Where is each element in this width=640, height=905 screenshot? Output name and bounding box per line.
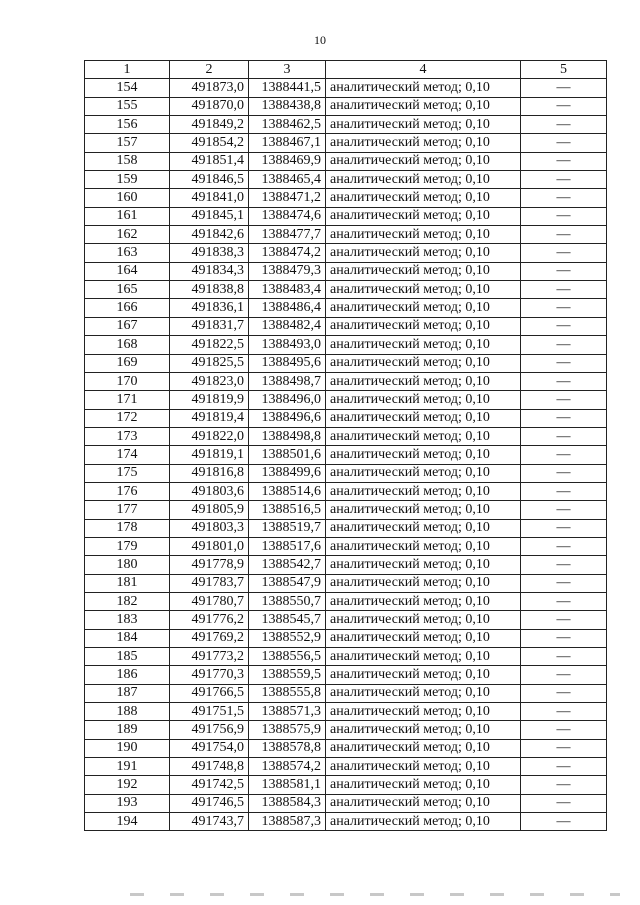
x-coordinate-cell: 491819,4 — [170, 409, 249, 427]
table-row — [85, 776, 607, 794]
x-coordinate-cell: 491754,0 — [170, 739, 249, 757]
y-coordinate-cell: 1388483,4 — [249, 281, 326, 299]
point-number-cell: 176 — [85, 482, 170, 500]
method-cell: аналитический метод; 0,10 — [326, 354, 521, 372]
point-number-cell: 181 — [85, 574, 170, 592]
point-number-cell: 168 — [85, 336, 170, 354]
point-number-cell: 165 — [85, 281, 170, 299]
note-cell: — — [521, 354, 607, 372]
method-cell: аналитический метод; 0,10 — [326, 281, 521, 299]
method-cell: аналитический метод; 0,10 — [326, 758, 521, 776]
y-coordinate-cell: 1388516,5 — [249, 501, 326, 519]
note-cell: — — [521, 758, 607, 776]
note-cell: — — [521, 666, 607, 684]
method-cell: аналитический метод; 0,10 — [326, 482, 521, 500]
note-cell: — — [521, 611, 607, 629]
point-number-cell: 156 — [85, 116, 170, 134]
y-coordinate-cell: 1388555,8 — [249, 684, 326, 702]
method-cell: аналитический метод; 0,10 — [326, 592, 521, 610]
method-cell: аналитический метод; 0,10 — [326, 446, 521, 464]
table-row — [85, 464, 607, 482]
method-cell: аналитический метод; 0,10 — [326, 97, 521, 115]
x-coordinate-cell: 491770,3 — [170, 666, 249, 684]
point-number-cell: 189 — [85, 721, 170, 739]
y-coordinate-cell: 1388441,5 — [249, 79, 326, 97]
y-coordinate-cell: 1388514,6 — [249, 482, 326, 500]
note-cell: — — [521, 372, 607, 390]
coordinates-table — [84, 60, 607, 831]
table-row — [85, 207, 607, 225]
method-cell: аналитический метод; 0,10 — [326, 262, 521, 280]
header-cell-point-number: 1 — [85, 61, 170, 79]
note-cell: — — [521, 299, 607, 317]
point-number-cell: 179 — [85, 537, 170, 555]
y-coordinate-cell: 1388467,1 — [249, 134, 326, 152]
method-cell: аналитический метод; 0,10 — [326, 611, 521, 629]
method-cell: аналитический метод; 0,10 — [326, 226, 521, 244]
table-row — [85, 97, 607, 115]
note-cell: — — [521, 703, 607, 721]
table-row — [85, 501, 607, 519]
y-coordinate-cell: 1388495,6 — [249, 354, 326, 372]
x-coordinate-cell: 491819,9 — [170, 391, 249, 409]
x-coordinate-cell: 491773,2 — [170, 648, 249, 666]
y-coordinate-cell: 1388581,1 — [249, 776, 326, 794]
note-cell: — — [521, 464, 607, 482]
x-coordinate-cell: 491836,1 — [170, 299, 249, 317]
table-row — [85, 556, 607, 574]
note-cell: — — [521, 281, 607, 299]
method-cell: аналитический метод; 0,10 — [326, 299, 521, 317]
method-cell: аналитический метод; 0,10 — [326, 171, 521, 189]
point-number-cell: 170 — [85, 372, 170, 390]
header-cell-method: 4 — [326, 61, 521, 79]
table-row — [85, 299, 607, 317]
note-cell: — — [521, 446, 607, 464]
point-number-cell: 177 — [85, 501, 170, 519]
table-row — [85, 244, 607, 262]
method-cell: аналитический метод; 0,10 — [326, 409, 521, 427]
point-number-cell: 173 — [85, 427, 170, 445]
point-number-cell: 171 — [85, 391, 170, 409]
table-row — [85, 739, 607, 757]
table-row — [85, 537, 607, 555]
point-number-cell: 166 — [85, 299, 170, 317]
table-row — [85, 427, 607, 445]
table-row — [85, 684, 607, 702]
table-row — [85, 171, 607, 189]
point-number-cell: 161 — [85, 207, 170, 225]
note-cell: — — [521, 336, 607, 354]
x-coordinate-cell: 491803,6 — [170, 482, 249, 500]
note-cell: — — [521, 574, 607, 592]
method-cell: аналитический метод; 0,10 — [326, 629, 521, 647]
method-cell: аналитический метод; 0,10 — [326, 721, 521, 739]
x-coordinate-cell: 491801,0 — [170, 537, 249, 555]
x-coordinate-cell: 491766,5 — [170, 684, 249, 702]
note-cell: — — [521, 684, 607, 702]
note-cell: — — [521, 482, 607, 500]
x-coordinate-cell: 491746,5 — [170, 794, 249, 812]
note-cell: — — [521, 648, 607, 666]
method-cell: аналитический метод; 0,10 — [326, 537, 521, 555]
point-number-cell: 155 — [85, 97, 170, 115]
method-cell: аналитический метод; 0,10 — [326, 79, 521, 97]
y-coordinate-cell: 1388517,6 — [249, 537, 326, 555]
y-coordinate-cell: 1388584,3 — [249, 794, 326, 812]
table-row — [85, 794, 607, 812]
table-row — [85, 391, 607, 409]
x-coordinate-cell: 491803,3 — [170, 519, 249, 537]
point-number-cell: 159 — [85, 171, 170, 189]
x-coordinate-cell: 491776,2 — [170, 611, 249, 629]
x-coordinate-cell: 491780,7 — [170, 592, 249, 610]
point-number-cell: 186 — [85, 666, 170, 684]
x-coordinate-cell: 491846,5 — [170, 171, 249, 189]
point-number-cell: 191 — [85, 758, 170, 776]
note-cell: — — [521, 134, 607, 152]
point-number-cell: 154 — [85, 79, 170, 97]
method-cell: аналитический метод; 0,10 — [326, 519, 521, 537]
note-cell: — — [521, 97, 607, 115]
method-cell: аналитический метод; 0,10 — [326, 134, 521, 152]
method-cell: аналитический метод; 0,10 — [326, 391, 521, 409]
page-number: 10 — [314, 33, 326, 47]
y-coordinate-cell: 1388578,8 — [249, 739, 326, 757]
point-number-cell: 157 — [85, 134, 170, 152]
method-cell: аналитический метод; 0,10 — [326, 244, 521, 262]
method-cell: аналитический метод; 0,10 — [326, 684, 521, 702]
y-coordinate-cell: 1388477,7 — [249, 226, 326, 244]
x-coordinate-cell: 491873,0 — [170, 79, 249, 97]
y-coordinate-cell: 1388587,3 — [249, 813, 326, 831]
table-row — [85, 703, 607, 721]
method-cell: аналитический метод; 0,10 — [326, 317, 521, 335]
note-cell: — — [521, 317, 607, 335]
note-cell: — — [521, 189, 607, 207]
table-row — [85, 79, 607, 97]
point-number-cell: 167 — [85, 317, 170, 335]
y-coordinate-cell: 1388474,2 — [249, 244, 326, 262]
method-cell: аналитический метод; 0,10 — [326, 464, 521, 482]
point-number-cell: 188 — [85, 703, 170, 721]
table-row — [85, 666, 607, 684]
table-row — [85, 482, 607, 500]
method-cell: аналитический метод; 0,10 — [326, 666, 521, 684]
table-row — [85, 758, 607, 776]
table-row — [85, 446, 607, 464]
method-cell: аналитический метод; 0,10 — [326, 189, 521, 207]
method-cell: аналитический метод; 0,10 — [326, 116, 521, 134]
table-row — [85, 592, 607, 610]
table-row — [85, 629, 607, 647]
y-coordinate-cell: 1388462,5 — [249, 116, 326, 134]
table-row — [85, 721, 607, 739]
table-row — [85, 409, 607, 427]
y-coordinate-cell: 1388552,9 — [249, 629, 326, 647]
point-number-cell: 183 — [85, 611, 170, 629]
table-header — [85, 61, 607, 79]
x-coordinate-cell: 491842,6 — [170, 226, 249, 244]
x-coordinate-cell: 491823,0 — [170, 372, 249, 390]
note-cell: — — [521, 739, 607, 757]
x-coordinate-cell: 491819,1 — [170, 446, 249, 464]
y-coordinate-cell: 1388496,0 — [249, 391, 326, 409]
y-coordinate-cell: 1388559,5 — [249, 666, 326, 684]
y-coordinate-cell: 1388542,7 — [249, 556, 326, 574]
point-number-cell: 163 — [85, 244, 170, 262]
x-coordinate-cell: 491756,9 — [170, 721, 249, 739]
x-coordinate-cell: 491743,7 — [170, 813, 249, 831]
y-coordinate-cell: 1388574,2 — [249, 758, 326, 776]
table-row — [85, 648, 607, 666]
x-coordinate-cell: 491838,3 — [170, 244, 249, 262]
note-cell: — — [521, 629, 607, 647]
method-cell: аналитический метод; 0,10 — [326, 813, 521, 831]
point-number-cell: 178 — [85, 519, 170, 537]
method-cell: аналитический метод; 0,10 — [326, 427, 521, 445]
y-coordinate-cell: 1388471,2 — [249, 189, 326, 207]
y-coordinate-cell: 1388482,4 — [249, 317, 326, 335]
table-row — [85, 281, 607, 299]
x-coordinate-cell: 491851,4 — [170, 152, 249, 170]
x-coordinate-cell: 491822,0 — [170, 427, 249, 445]
y-coordinate-cell: 1388556,5 — [249, 648, 326, 666]
header-cell-x: 2 — [170, 61, 249, 79]
note-cell: — — [521, 226, 607, 244]
table-row — [85, 519, 607, 537]
y-coordinate-cell: 1388486,4 — [249, 299, 326, 317]
scan-artifact-strip — [130, 893, 620, 896]
table-row — [85, 574, 607, 592]
y-coordinate-cell: 1388571,3 — [249, 703, 326, 721]
x-coordinate-cell: 491778,9 — [170, 556, 249, 574]
point-number-cell: 190 — [85, 739, 170, 757]
x-coordinate-cell: 491742,5 — [170, 776, 249, 794]
x-coordinate-cell: 491854,2 — [170, 134, 249, 152]
note-cell: — — [521, 519, 607, 537]
point-number-cell: 180 — [85, 556, 170, 574]
note-cell: — — [521, 244, 607, 262]
y-coordinate-cell: 1388438,8 — [249, 97, 326, 115]
y-coordinate-cell: 1388545,7 — [249, 611, 326, 629]
y-coordinate-cell: 1388519,7 — [249, 519, 326, 537]
point-number-cell: 175 — [85, 464, 170, 482]
table-row — [85, 317, 607, 335]
x-coordinate-cell: 491805,9 — [170, 501, 249, 519]
table-row — [85, 226, 607, 244]
method-cell: аналитический метод; 0,10 — [326, 739, 521, 757]
method-cell: аналитический метод; 0,10 — [326, 207, 521, 225]
note-cell: — — [521, 79, 607, 97]
table-row — [85, 116, 607, 134]
point-number-cell: 172 — [85, 409, 170, 427]
note-cell: — — [521, 427, 607, 445]
y-coordinate-cell: 1388474,6 — [249, 207, 326, 225]
table-row — [85, 152, 607, 170]
y-coordinate-cell: 1388469,9 — [249, 152, 326, 170]
note-cell: — — [521, 409, 607, 427]
method-cell: аналитический метод; 0,10 — [326, 152, 521, 170]
point-number-cell: 192 — [85, 776, 170, 794]
y-coordinate-cell: 1388465,4 — [249, 171, 326, 189]
header-cell-note: 5 — [521, 61, 607, 79]
note-cell: — — [521, 262, 607, 280]
note-cell: — — [521, 171, 607, 189]
y-coordinate-cell: 1388493,0 — [249, 336, 326, 354]
note-cell: — — [521, 776, 607, 794]
note-cell: — — [521, 152, 607, 170]
table-row — [85, 354, 607, 372]
note-cell: — — [521, 794, 607, 812]
header-cell-y: 3 — [249, 61, 326, 79]
point-number-cell: 160 — [85, 189, 170, 207]
x-coordinate-cell: 491838,8 — [170, 281, 249, 299]
y-coordinate-cell: 1388496,6 — [249, 409, 326, 427]
y-coordinate-cell: 1388498,7 — [249, 372, 326, 390]
note-cell: — — [521, 501, 607, 519]
note-cell: — — [521, 721, 607, 739]
note-cell: — — [521, 116, 607, 134]
y-coordinate-cell: 1388547,9 — [249, 574, 326, 592]
table-body — [85, 79, 607, 831]
note-cell: — — [521, 537, 607, 555]
x-coordinate-cell: 491783,7 — [170, 574, 249, 592]
x-coordinate-cell: 491825,5 — [170, 354, 249, 372]
method-cell: аналитический метод; 0,10 — [326, 336, 521, 354]
note-cell: — — [521, 207, 607, 225]
method-cell: аналитический метод; 0,10 — [326, 372, 521, 390]
table-row — [85, 262, 607, 280]
y-coordinate-cell: 1388498,8 — [249, 427, 326, 445]
method-cell: аналитический метод; 0,10 — [326, 776, 521, 794]
x-coordinate-cell: 491870,0 — [170, 97, 249, 115]
table-row — [85, 134, 607, 152]
point-number-cell: 193 — [85, 794, 170, 812]
table-row — [85, 336, 607, 354]
point-number-cell: 194 — [85, 813, 170, 831]
method-cell: аналитический метод; 0,10 — [326, 794, 521, 812]
x-coordinate-cell: 491841,0 — [170, 189, 249, 207]
method-cell: аналитический метод; 0,10 — [326, 501, 521, 519]
y-coordinate-cell: 1388479,3 — [249, 262, 326, 280]
y-coordinate-cell: 1388499,6 — [249, 464, 326, 482]
x-coordinate-cell: 491751,5 — [170, 703, 249, 721]
point-number-cell: 182 — [85, 592, 170, 610]
note-cell: — — [521, 813, 607, 831]
x-coordinate-cell: 491834,3 — [170, 262, 249, 280]
method-cell: аналитический метод; 0,10 — [326, 574, 521, 592]
point-number-cell: 187 — [85, 684, 170, 702]
table-row — [85, 611, 607, 629]
x-coordinate-cell: 491845,1 — [170, 207, 249, 225]
note-cell: — — [521, 556, 607, 574]
table-row — [85, 189, 607, 207]
method-cell: аналитический метод; 0,10 — [326, 556, 521, 574]
x-coordinate-cell: 491769,2 — [170, 629, 249, 647]
note-cell: — — [521, 391, 607, 409]
table-row — [85, 372, 607, 390]
point-number-cell: 158 — [85, 152, 170, 170]
x-coordinate-cell: 491816,8 — [170, 464, 249, 482]
header-row — [85, 61, 607, 79]
x-coordinate-cell: 491831,7 — [170, 317, 249, 335]
point-number-cell: 185 — [85, 648, 170, 666]
method-cell: аналитический метод; 0,10 — [326, 648, 521, 666]
y-coordinate-cell: 1388501,6 — [249, 446, 326, 464]
point-number-cell: 184 — [85, 629, 170, 647]
point-number-cell: 169 — [85, 354, 170, 372]
method-cell: аналитический метод; 0,10 — [326, 703, 521, 721]
note-cell: — — [521, 592, 607, 610]
x-coordinate-cell: 491822,5 — [170, 336, 249, 354]
x-coordinate-cell: 491849,2 — [170, 116, 249, 134]
y-coordinate-cell: 1388550,7 — [249, 592, 326, 610]
point-number-cell: 162 — [85, 226, 170, 244]
point-number-cell: 164 — [85, 262, 170, 280]
y-coordinate-cell: 1388575,9 — [249, 721, 326, 739]
table-row — [85, 813, 607, 831]
point-number-cell: 174 — [85, 446, 170, 464]
x-coordinate-cell: 491748,8 — [170, 758, 249, 776]
